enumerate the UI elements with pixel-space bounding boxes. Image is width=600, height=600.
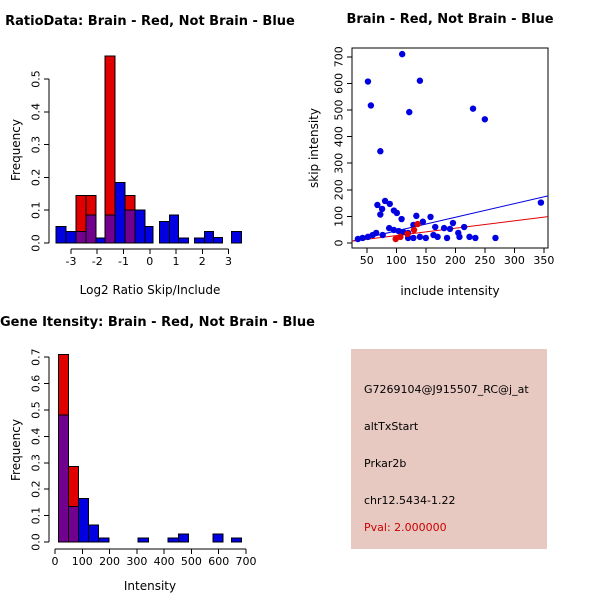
- y-tick-label: 400: [332, 126, 346, 148]
- y-tick-label: 0.4: [29, 103, 43, 121]
- histogram-bar: [170, 215, 179, 243]
- histogram-bar: [160, 222, 170, 243]
- histogram-bar-overlap: [86, 215, 96, 243]
- scatter-point-blue: [456, 234, 462, 240]
- scatter-point-blue: [427, 214, 433, 220]
- scatter-point-blue: [444, 235, 450, 241]
- scatter-title: Brain - Red, Not Brain - Blue: [346, 12, 554, 27]
- x-tick-label: 100: [385, 254, 407, 267]
- panel-intensity-scatter: [300, 0, 600, 300]
- probe-id: G7269104@J915507_RC@j_at: [364, 383, 529, 396]
- scatter-point-blue: [447, 226, 453, 232]
- scatter-point-blue: [466, 234, 472, 240]
- x-tick-label: 100: [71, 555, 93, 568]
- scatter-point-blue: [432, 224, 438, 230]
- scatter-point-red: [404, 231, 410, 237]
- scatter-point-blue: [377, 211, 383, 217]
- histogram-bar: [178, 534, 188, 542]
- histogram-bar: [205, 232, 214, 243]
- scatter-point-blue: [368, 102, 374, 108]
- scatter-point-red: [411, 227, 417, 233]
- y-tick-label: 0.7: [29, 348, 43, 366]
- scatter-point-blue: [379, 206, 385, 212]
- scatter-point-red: [414, 221, 420, 227]
- histogram-bar: [145, 227, 153, 243]
- histogram-bar: [213, 534, 223, 542]
- y-tick-label: 700: [332, 46, 346, 68]
- scatter-ylabel: skip intensity: [307, 108, 321, 188]
- y-tick-label: 0.2: [29, 168, 43, 187]
- scatter-point-blue: [406, 109, 412, 115]
- histogram-bar: [231, 538, 241, 542]
- x-tick-label: 3: [225, 255, 233, 268]
- gene-intensity-title: Gene Itensity: Brain - Red, Not Brain - Blue: [0, 315, 315, 330]
- scatter-point-blue: [450, 220, 456, 226]
- histogram-bar: [66, 232, 76, 243]
- ratio-histogram-title: RatioData: Brain - Red, Not Brain - Blue: [5, 14, 295, 29]
- histogram-bar: [168, 538, 178, 542]
- scatter-point-red: [397, 234, 403, 240]
- y-tick-label: 100: [332, 205, 346, 227]
- x-tick-label: -1: [118, 255, 129, 268]
- scatter-point-blue: [394, 210, 400, 216]
- panel-ratio-histogram: [0, 0, 300, 300]
- histogram-bar: [231, 232, 241, 243]
- y-tick-label: 500: [332, 99, 346, 121]
- scatter-point-blue: [472, 235, 478, 241]
- x-tick-label: 250: [474, 254, 496, 267]
- scatter-point-blue: [398, 216, 404, 222]
- y-tick-label: 0.0: [29, 234, 43, 252]
- x-tick-label: 300: [126, 555, 148, 568]
- panel-gene-intensity-histogram: [0, 300, 315, 600]
- y-tick-label: 0.1: [29, 506, 43, 525]
- scatter-point-blue: [379, 232, 385, 238]
- gene-name: Prkar2b: [364, 457, 407, 470]
- ratio-histogram-xlabel: Log2 Ratio Skip/Include: [79, 283, 221, 297]
- y-tick-label: 0.3: [29, 135, 43, 154]
- scatter-xlabel: include intensity: [400, 284, 500, 298]
- y-tick-label: 0: [332, 239, 346, 247]
- histogram-bar: [214, 237, 223, 243]
- scatter-point-blue: [417, 234, 423, 240]
- x-tick-label: 2: [198, 255, 206, 268]
- y-tick-label: 0.2: [29, 480, 43, 498]
- scatter-point-blue: [365, 78, 371, 84]
- x-tick-label: 150: [415, 254, 437, 267]
- x-tick-label: 400: [153, 555, 175, 568]
- scatter-plot: [300, 0, 600, 300]
- scatter-point-blue: [373, 230, 379, 236]
- scatter-point-blue: [538, 199, 544, 205]
- histogram-bar: [89, 525, 99, 542]
- x-tick-label: 1: [172, 255, 180, 268]
- histogram-bar-overlap: [105, 215, 115, 243]
- y-tick-label: 600: [332, 72, 346, 94]
- y-tick-label: 0.4: [29, 427, 43, 446]
- scatter-point-blue: [434, 234, 440, 240]
- histogram-bar: [179, 238, 189, 243]
- scatter-point-blue: [413, 213, 419, 219]
- histogram-bar: [78, 498, 88, 542]
- ratio-histogram-ylabel: Frequency: [9, 119, 23, 181]
- histogram-bar-overlap: [125, 210, 135, 243]
- x-tick-label: 200: [99, 555, 121, 568]
- gene-intensity-xlabel: Intensity: [123, 579, 177, 593]
- info-card: [351, 349, 547, 549]
- y-tick-label: 0.6: [29, 374, 43, 393]
- y-tick-label: 0.3: [29, 454, 43, 472]
- panel-event-info: [300, 300, 600, 600]
- x-tick-label: 50: [359, 254, 374, 267]
- scatter-point-blue: [359, 235, 365, 241]
- plot-box: [352, 48, 548, 248]
- x-tick-label: -3: [65, 255, 77, 268]
- gene-intensity-plot: [0, 300, 315, 600]
- scatter-point-blue: [492, 235, 498, 241]
- y-tick-label: 0.5: [29, 70, 43, 88]
- scatter-point-blue: [423, 235, 429, 241]
- histogram-bar: [56, 227, 66, 243]
- histogram-bar: [115, 182, 125, 243]
- gene-intensity-ylabel: Frequency: [9, 419, 23, 481]
- x-tick-label: 600: [208, 555, 230, 568]
- scatter-point-blue: [377, 148, 383, 154]
- histogram-bar-overlap: [76, 232, 86, 243]
- histogram-bar-overlap: [68, 506, 78, 542]
- event-type: altTxStart: [364, 420, 419, 433]
- x-tick-label: 300: [503, 254, 525, 267]
- ratio-histogram-plot: [0, 0, 300, 300]
- scatter-point-blue: [387, 201, 393, 207]
- scatter-point-blue: [410, 235, 416, 241]
- x-tick-label: 0: [146, 255, 154, 268]
- histogram-bar-overlap: [58, 415, 68, 542]
- scatter-point-blue: [399, 51, 405, 57]
- x-tick-label: 700: [235, 555, 257, 568]
- x-tick-label: 200: [444, 254, 466, 267]
- x-tick-label: -2: [91, 255, 103, 268]
- pval-text: Pval: 2.000000: [364, 521, 447, 534]
- y-tick-label: 300: [332, 152, 346, 174]
- y-tick-label: 0.0: [29, 533, 43, 551]
- y-tick-label: 200: [332, 179, 346, 201]
- x-tick-label: 350: [533, 254, 555, 267]
- scatter-point-blue: [461, 224, 467, 230]
- y-tick-label: 0.5: [29, 401, 43, 419]
- x-tick-label: 0: [51, 555, 59, 568]
- y-tick-label: 0.1: [29, 201, 43, 219]
- genomic-location: chr12.5434-1.22: [364, 494, 456, 507]
- histogram-bar: [96, 238, 105, 243]
- histogram-bar: [138, 538, 148, 542]
- x-tick-label: 500: [180, 555, 202, 568]
- histogram-bar: [135, 210, 145, 243]
- scatter-point-blue: [441, 225, 447, 231]
- scatter-point-blue: [417, 78, 423, 84]
- histogram-bar: [195, 238, 205, 243]
- histogram-bar: [99, 538, 109, 542]
- scatter-point-blue: [470, 105, 476, 111]
- scatter-point-blue: [482, 116, 488, 122]
